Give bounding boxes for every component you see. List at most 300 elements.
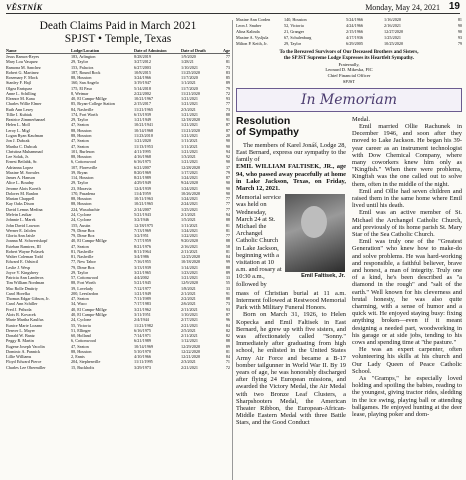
cell-admission: 8/11/1964 bbox=[134, 248, 151, 254]
cell-admission: 3/4/1986 bbox=[134, 254, 149, 260]
cell-name: Ruth Ann Lesey bbox=[6, 106, 34, 112]
cell-admission: 6/27/2003 bbox=[134, 64, 151, 70]
cell-death: 1/16/2020 bbox=[384, 17, 401, 22]
cell-age: 84 bbox=[225, 254, 230, 260]
cell-name: Leroy L. Migl bbox=[6, 127, 30, 133]
cell-name: Alois R. Kovacek bbox=[6, 312, 36, 318]
cell-name: Carol Ann Schiller bbox=[6, 301, 38, 307]
cell-name: Johnnie L. Marek bbox=[6, 217, 36, 223]
cell-lodge: 155, Austin bbox=[71, 222, 91, 228]
cell-admission: 8/21/1976 bbox=[134, 243, 151, 249]
cell-age: 90 bbox=[225, 185, 230, 191]
cell-admission: 11/11/1995 bbox=[134, 359, 153, 365]
cell-age: 73 bbox=[225, 301, 230, 307]
cell-death: 1/11/2021 bbox=[181, 143, 198, 149]
cell-death: 9/24/2020 bbox=[181, 180, 198, 186]
cell-death: 1/3/2021 bbox=[181, 154, 196, 160]
cell-death: 11/25/2020 bbox=[181, 69, 200, 75]
cell-admission: 4/4/2002 bbox=[134, 275, 149, 281]
portrait-photo bbox=[285, 194, 345, 272]
cell-admission: 3/29/1973 bbox=[134, 364, 151, 370]
cell-age: 88 bbox=[225, 238, 230, 244]
cell-name: Fred J. Prihoda bbox=[6, 306, 32, 312]
cell-admission: 3/19/1947 bbox=[134, 80, 151, 86]
cell-age: 99 bbox=[225, 259, 230, 265]
cell-lodge: 29, Taylor bbox=[71, 269, 89, 275]
cell-name: Anne L. Schilling bbox=[6, 90, 36, 96]
cell-lodge: 47, Seaton bbox=[71, 122, 89, 128]
cell-lodge: 52, Victoria bbox=[284, 22, 304, 28]
cell-age: 81 bbox=[225, 59, 230, 65]
cell-admission: 10/8/2015 bbox=[134, 69, 151, 75]
cell-admission: 6/21/2007 bbox=[134, 164, 151, 170]
cell-lodge: 47, Seaton bbox=[71, 343, 89, 349]
cell-admission: 3/21/1962 bbox=[134, 306, 151, 312]
cell-lodge: 24, Cyclone bbox=[71, 317, 92, 323]
cell-name: Gloria Ann Jaisle bbox=[6, 233, 36, 239]
cell-age: 81 bbox=[457, 17, 462, 22]
cell-death: 11/7/2020 bbox=[181, 75, 198, 81]
claims-table-body bbox=[6, 54, 230, 370]
cell-death: 1/11/2021 bbox=[181, 138, 198, 144]
column-divider bbox=[232, 20, 233, 480]
cell-lodge: 224, Waxahachie bbox=[71, 206, 100, 212]
cell-admission: 11/23/2010 bbox=[134, 132, 153, 138]
cell-age: 55 bbox=[225, 280, 230, 286]
cell-admission: 1/21/2020 bbox=[134, 138, 151, 144]
cell-admission: 4/29/1949 bbox=[134, 180, 151, 186]
cell-admission: 10/21/1941 bbox=[134, 122, 154, 128]
cell-lodge: 88, Houston bbox=[71, 196, 92, 202]
cell-lodge: 160, San Angelo bbox=[71, 80, 99, 86]
signature-org: SPJST bbox=[342, 78, 356, 84]
cell-admission: 3/27/2012 bbox=[134, 59, 151, 65]
cell-admission: 4/16/1968 bbox=[134, 154, 151, 160]
cell-age: 58 bbox=[225, 243, 230, 249]
cell-lodge: 21, Granger bbox=[284, 28, 304, 34]
cell-death: 2/24/2021 bbox=[181, 201, 198, 207]
cell-name: Peggy R. Martin bbox=[6, 338, 34, 344]
cell-age: 77 bbox=[225, 233, 230, 239]
cell-death: 11/21/2020 bbox=[181, 127, 200, 133]
service-text: Memorial service was held on Wednesday, March 24 at St. Michael the Archangel Catholic Church in Lake Jackson, beginning with a visitation at 10 a.m. and rosary at 10:30 a.m., followed by bbox=[236, 194, 282, 288]
cell-name: Ramona M. Sanchez bbox=[6, 64, 41, 70]
cell-admission: 11/21/1982 bbox=[134, 322, 153, 328]
cell-name: Charles Willie Elmer bbox=[6, 101, 42, 107]
signature-block bbox=[236, 62, 462, 85]
cell-age: 82 bbox=[225, 333, 230, 339]
cell-age: 81 bbox=[225, 222, 230, 228]
cell-age: 94 bbox=[225, 148, 230, 154]
cell-lodge: 6, Cottonwood bbox=[71, 338, 96, 344]
cell-admission: 7/17/1983 bbox=[134, 301, 151, 307]
cell-lodge: 29, Taylor bbox=[284, 40, 302, 46]
cell-death: 1/24/2021 bbox=[181, 175, 198, 181]
cell-death: 1/17/2021 bbox=[181, 169, 198, 175]
cell-name: Edward E. Odstrcil bbox=[6, 259, 39, 265]
table-row bbox=[6, 365, 230, 370]
header-rule bbox=[6, 13, 460, 14]
cell-age: 93 bbox=[457, 34, 462, 40]
cell-age: 87 bbox=[225, 312, 230, 318]
cell-admission: 3/21/1965 bbox=[134, 269, 151, 275]
cell-age: 89 bbox=[225, 80, 230, 86]
cell-lodge: 174, Fort Worth bbox=[71, 111, 98, 117]
cell-age: 94 bbox=[225, 211, 230, 217]
cell-name: Kay Oaks Dixon bbox=[6, 201, 35, 207]
cell-lodge: 204, Stephenville bbox=[71, 359, 101, 365]
cell-death: 2/11/2021 bbox=[181, 248, 198, 254]
cell-death: 1/10/2021 bbox=[181, 64, 198, 70]
cell-name: Maxine M. Sorrales bbox=[6, 169, 40, 175]
cell-admission: 6/13/1939 bbox=[134, 111, 151, 117]
cell-age: 93 bbox=[225, 96, 230, 102]
cell-lodge: 47, Seaton bbox=[71, 243, 89, 249]
signature-role: Chief Financial Officer bbox=[327, 73, 371, 79]
cell-name: Denver L. Mayer bbox=[6, 327, 35, 333]
cell-lodge: 81, Nashville bbox=[71, 248, 94, 254]
cell-age: 71 bbox=[225, 359, 230, 365]
obituary-columns bbox=[236, 116, 462, 427]
cell-lodge: 88, Houston bbox=[71, 75, 92, 81]
cell-death: 10/25/2020 bbox=[384, 40, 404, 46]
cell-admission: 4/10/1966 bbox=[134, 354, 151, 360]
cell-lodge: 24, Cyclone bbox=[71, 217, 92, 223]
col-age: Age bbox=[223, 48, 230, 53]
cell-name: Dominic A. Pannick bbox=[6, 348, 41, 354]
cell-lodge: 175, El Paso bbox=[71, 85, 93, 91]
notice-line-2: the SPJST Supreme Lodge Expresses its Heartfelt Sympathy. bbox=[283, 55, 415, 61]
issue-date: Monday, May 24, 2021 bbox=[365, 3, 440, 12]
continued-claims-table bbox=[236, 17, 462, 47]
cell-age: 73 bbox=[225, 64, 230, 70]
cell-name: Alina Kalinda bbox=[236, 28, 260, 34]
cell-lodge: 84, Nashville bbox=[71, 106, 94, 112]
cell-death: 1/21/2021 bbox=[181, 148, 198, 154]
cell-lodge: 153, Palacios bbox=[71, 64, 94, 70]
cell-lodge: 2, Ennis bbox=[71, 354, 85, 360]
cell-lodge: 114, Houston bbox=[71, 175, 94, 181]
cell-age: 90 bbox=[225, 159, 230, 165]
cell-name: Rosemary F. Mock bbox=[6, 75, 38, 81]
notice-line-1: To the Bereaved Survivors of Our Deceased Brothers and Sisters, bbox=[279, 49, 419, 55]
cell-name: Joanna M. Schwertskopf bbox=[6, 238, 48, 244]
colb-para-5: Emil was truly one of the "Greatest Generation" who knew how to make-do and solve problems. He was hard-working and responsible, a faithful believer, brave and honest, a man of integrity. Truly one of a kind, he's been described as "a diamond in the rough" and "salt of the earth." Well known for his cleverness and brutal honesty, he was also quite charming, with a sense of humor and a quick wit. He enjoyed staying busy: fixing anything broken—even if it meant designing a needed part, woodworking in his garage or at side jobs, tending to his cows and spending time at "the pasture." bbox=[352, 238, 462, 347]
cell-lodge: 24, Cyclone bbox=[71, 211, 92, 217]
cell-admission: 12/4/1939 bbox=[134, 185, 151, 191]
cell-lodge: 101, Burleson bbox=[71, 148, 95, 154]
cell-lodge: 47, Seaton bbox=[71, 143, 89, 149]
cell-age: 79 bbox=[457, 40, 462, 46]
cell-name: Stanley F. Hajl bbox=[6, 80, 31, 86]
cell-lodge: 39, Lovelady bbox=[71, 285, 94, 291]
cell-death: 1/25/2021 bbox=[181, 206, 198, 212]
cell-admission: 7/12/1977 bbox=[134, 285, 151, 291]
cell-name: Helen L. Moll bbox=[6, 122, 30, 128]
cell-death: 1/22/2021 bbox=[181, 233, 198, 239]
col-death: Date of Death bbox=[181, 48, 206, 53]
cell-age: 89 bbox=[225, 269, 230, 275]
table-row bbox=[236, 41, 462, 47]
cell-name: Lillie Williams bbox=[6, 354, 32, 360]
cell-admission: 11/13/1953 bbox=[134, 143, 153, 149]
cell-name: Marie Martha Kaulfus bbox=[6, 317, 44, 323]
cell-name: Thomas Edgar Gibson, Jr. bbox=[6, 296, 50, 302]
cell-age: 93 bbox=[225, 306, 230, 312]
obituary-column-a bbox=[236, 116, 346, 427]
cell-age: 73 bbox=[225, 106, 230, 112]
cell-age: 88 bbox=[225, 111, 230, 117]
article-para-1b: EMIL WILLIAM FALTISEK, JR., age 94, who passed away peacefully at home in Lake Jackson, Texas, on Friday, March 12, 2021. bbox=[236, 163, 346, 192]
cell-age: 79 bbox=[225, 85, 230, 91]
cell-death: 1/21/2021 bbox=[181, 132, 198, 138]
publication-name: VĚSTNÍK bbox=[6, 3, 43, 12]
cell-lodge: 6, Cottonwood bbox=[71, 159, 96, 165]
signature-name: Leonard D. Mikeska, FIC bbox=[325, 67, 373, 73]
cell-death: 12/25/2020 bbox=[181, 254, 201, 260]
cell-name: Beatrice Zimmerhanzel bbox=[6, 117, 46, 123]
cell-admission: 4/24/1966 bbox=[346, 22, 363, 28]
colb-para-4: Emil was an active member of St. Michael the Archangel Catholic Church, and previously of its home parish St. Mary Star of the Sea Catholic Church. bbox=[352, 209, 462, 238]
colb-para-6: He was an expert carpenter, often volunteering his skills at his church and Our Lady Queen of Peace Catholic School. bbox=[352, 346, 462, 375]
cell-age: 77 bbox=[225, 196, 230, 202]
cell-lodge: 29, Taylor bbox=[71, 117, 89, 123]
cell-age: 87 bbox=[225, 127, 230, 133]
cell-name: Mac Rolle Dmitriy bbox=[6, 285, 38, 291]
cell-death: 1/21/2021 bbox=[181, 275, 198, 281]
cell-age: 72 bbox=[225, 90, 230, 96]
cell-death: 1/21/2021 bbox=[181, 159, 198, 165]
cell-lodge: 8, Weimar bbox=[71, 90, 89, 96]
cell-age: 77 bbox=[225, 206, 230, 212]
cell-name: Jesus Ramos-Reyes bbox=[6, 54, 40, 59]
cell-name: Donald W. Bantz bbox=[6, 333, 35, 339]
cell-name: Melvin Lesikar bbox=[6, 211, 32, 217]
cell-death: 10/18/2020 bbox=[181, 259, 201, 265]
cell-admission: 11/21/1965 bbox=[134, 106, 153, 112]
cell-lodge: 40, El Campo-Millge bbox=[71, 312, 107, 318]
cell-admission: 3/2/1951 bbox=[134, 233, 149, 239]
cell-death: 2/11/2021 bbox=[181, 306, 198, 312]
cell-age: 82 bbox=[225, 327, 230, 333]
cell-lodge: 51, Ellinger bbox=[71, 327, 91, 333]
cell-age: 90 bbox=[225, 180, 230, 186]
cell-death: 1/5/2021 bbox=[181, 217, 196, 223]
cell-admission: 10/11/1963 bbox=[134, 196, 153, 202]
cell-lodge: 88, Fort Worth bbox=[71, 280, 96, 286]
cell-lodge: 200, Leesfardon bbox=[71, 290, 99, 296]
cell-death: 10/26/2020 bbox=[181, 190, 201, 196]
cell-lodge: 88, Houston bbox=[71, 348, 92, 354]
article-para-2: mass of Christian burial at 11 a.m. Interment followed at Restwood Memorial Park with Military Funeral Honors. bbox=[236, 289, 346, 312]
cell-name: Maxine Ann Corden bbox=[236, 17, 271, 22]
cell-admission: 5/21/1945 bbox=[134, 280, 151, 286]
cell-age: 33 bbox=[225, 285, 230, 291]
cell-age: 81 bbox=[225, 348, 230, 354]
cell-age: 77 bbox=[225, 101, 230, 107]
cell-death: 2/1/2021 bbox=[181, 211, 196, 217]
cell-death: 1/8/2021 bbox=[181, 285, 196, 291]
cell-admission: 7/16/1955 bbox=[134, 259, 151, 265]
cell-lodge: 15, Buckholts bbox=[71, 364, 95, 370]
cell-admission: 7/17/1959 bbox=[134, 238, 151, 244]
cell-death: 2/21/2021 bbox=[181, 322, 198, 328]
cell-death: 1/21/2021 bbox=[181, 111, 198, 117]
cell-age: 88 bbox=[225, 264, 230, 270]
cell-death: 12/28/2020 bbox=[181, 164, 201, 170]
cell-admission: 1/21/1949 bbox=[134, 290, 151, 296]
sympathy-notice bbox=[236, 50, 462, 62]
cell-age: 89 bbox=[225, 343, 230, 349]
cell-lodge: 55, Victoria bbox=[71, 322, 91, 328]
cell-name: Eugene Joseph Vacolin bbox=[6, 343, 45, 349]
cell-death: 2/1/2021 bbox=[181, 290, 196, 296]
cell-lodge: 88, Houston bbox=[71, 201, 92, 207]
cell-admission: 2/15/2017 bbox=[134, 101, 151, 107]
cell-admission: 6/29/2005 bbox=[346, 40, 363, 46]
cell-lodge: 170, Pasadena bbox=[71, 190, 95, 196]
cell-admission: 4/17/1936 bbox=[346, 34, 363, 40]
cell-age: 88 bbox=[225, 338, 230, 344]
cell-death: 1/24/2021 bbox=[181, 185, 198, 191]
in-memoriam-title: In Memoriam bbox=[300, 91, 398, 108]
cell-age: 91 bbox=[225, 290, 230, 296]
cell-name: James A. Hanson bbox=[6, 175, 35, 181]
cell-name: Christina Muhammad bbox=[6, 148, 43, 154]
article-para-3: Born on March 31, 1926, to Helen Kopecka and Emil Faltisek in East Bernard, he grew up with five sisters, and was affectionately called "Sonny." Immediately after graduating from high school, he enlisted in the United States Army Air Force and became a B-17 bomber tailgunner in World War II. By 19 years of age, he was honorably discharged after flying 24 European missions, and awarded the Victory Medal, the Air Medal with two Bronze Leaf Clusters, a Sharpshooters Medal, the American Theater Ribbon, the European-African-Middle Eastern Medal with three Battle Stars, and the Good Conduct bbox=[236, 311, 346, 427]
cell-lodge: 77, New Tabor bbox=[71, 259, 96, 265]
cell-admission: 3/24/1966 bbox=[134, 75, 151, 81]
cell-death: 1/11/2021 bbox=[181, 222, 198, 228]
death-claims-section bbox=[6, 20, 230, 478]
claims-subtitle: SPJST • Temple, Texas bbox=[64, 33, 172, 45]
cell-death: 1/28/21 bbox=[181, 59, 194, 65]
cell-name: Jerome Alois Koerth bbox=[6, 185, 41, 191]
cell-age: 81 bbox=[225, 248, 230, 254]
article-title-2: of Sympathy bbox=[236, 125, 300, 138]
cell-lodge: 79, Dime Box bbox=[71, 227, 95, 233]
cell-death: 11/21/2020 bbox=[181, 90, 200, 96]
col-name: Name bbox=[6, 48, 17, 53]
cell-lodge: 40, El Campo-Millge bbox=[71, 238, 107, 244]
cell-name: Robert G. Martinez bbox=[6, 69, 39, 75]
cell-lodge: 40, El Campo-Millge bbox=[71, 306, 107, 312]
cell-death: 1/23/2021 bbox=[181, 269, 198, 275]
cell-lodge: 60, Holland bbox=[71, 333, 91, 339]
cell-name: Walter Coleman Todd bbox=[6, 254, 43, 260]
cell-age: 88 bbox=[225, 296, 230, 302]
cell-death: 2/3/2021 bbox=[181, 359, 196, 365]
cell-admission: 7/13/1969 bbox=[134, 227, 151, 233]
cell-lodge: 40, El Campo-Millge bbox=[71, 96, 107, 102]
cell-lodge: 88, Houston bbox=[71, 127, 92, 133]
cell-age: 87 bbox=[225, 175, 230, 181]
cell-age: 83 bbox=[225, 69, 230, 75]
cell-lodge: 107, Floresville bbox=[71, 164, 98, 170]
cell-admission: 8/28/2019 bbox=[134, 54, 151, 59]
cell-death: 1/21/2021 bbox=[181, 122, 198, 128]
cell-admission: 6/21/1989 bbox=[134, 338, 151, 344]
cell-name: John David Lawson bbox=[6, 222, 40, 228]
cell-death: 12/21/2020 bbox=[181, 354, 201, 360]
cell-death: 1/21/2021 bbox=[181, 101, 198, 107]
cell-name: Eunice Marie Lozano bbox=[6, 322, 43, 328]
cell-admission: 10/14/1969 bbox=[134, 343, 154, 349]
cell-name: Esteban Ramirez, III bbox=[6, 243, 41, 249]
photo-block bbox=[236, 194, 346, 288]
cell-name: Tillie I. Kubiak bbox=[6, 111, 32, 117]
right-column bbox=[236, 17, 462, 427]
cell-death: 2/16/2021 bbox=[181, 243, 198, 249]
col-admission: Date of Admission bbox=[134, 48, 167, 53]
cell-admission: 12/18/1975 bbox=[134, 222, 154, 228]
cell-name: Maxine A. Vysljula bbox=[236, 34, 269, 40]
cell-admission: 2/4/1944 bbox=[134, 317, 149, 323]
cell-lodge: 88, Houston bbox=[71, 154, 92, 160]
cell-death: 1/24/2021 bbox=[181, 227, 198, 233]
cell-lodge: 29, Taylor bbox=[71, 180, 89, 186]
cell-admission: 2/22/2002 bbox=[134, 90, 151, 96]
cell-death: 1/21/2021 bbox=[181, 96, 198, 102]
cell-death: 1/1/2021 bbox=[181, 80, 196, 86]
cell-lodge: 47, Seaton bbox=[71, 296, 89, 302]
cell-lodge: 39, Bryan bbox=[71, 169, 88, 175]
cell-age: 96 bbox=[225, 317, 230, 323]
cell-lodge: 81, Nashville bbox=[71, 254, 94, 260]
cell-age: 37 bbox=[225, 164, 230, 170]
in-memoriam-banner bbox=[236, 88, 462, 112]
cell-admission: 5/21/1943 bbox=[134, 211, 151, 217]
col-lodge: Lodge/Location bbox=[71, 48, 100, 53]
colb-para-2: Emil married Ollie Rachunek in December 1946, and soon after they moved to Lake Jackson. He began his 39-year career as an instrument technologist with Dow Chemical Company, where many coworkers knew him only as "Kingfish." When there were problems, Kingfish was the one called out to solve them, often in the middle of the night. bbox=[352, 122, 462, 188]
page-number: 19 bbox=[448, 1, 460, 12]
cell-age: 81 bbox=[225, 227, 230, 233]
article-para-1: The members of Karel Jonáš, Lodge 28, East Bernard, express our sympathy to the family of bbox=[236, 141, 346, 164]
cell-death: 2/3/2021 bbox=[181, 106, 196, 112]
article-title-1: Resolution bbox=[236, 114, 291, 127]
colb-para-7: As "Gramps," he especially loved holding and spoiling the babies, reading to the youngest, giving tractor rides, sledding in the ice swing, playing ball or attending ballgames. He enjoyed hunting at the deer lease, playing poker and dom- bbox=[352, 375, 462, 419]
cell-name: Joyce V. Kingsbery bbox=[6, 269, 39, 275]
cell-admission: 5/14/2018 bbox=[134, 85, 151, 91]
cell-lodge: 79, Dime Box bbox=[71, 233, 95, 239]
cell-admission: 11/4/1959 bbox=[134, 190, 151, 196]
cell-lodge: 88, Houston bbox=[71, 132, 92, 138]
cell-name: Tim William Nordman bbox=[6, 280, 45, 286]
photo-figure bbox=[285, 194, 345, 288]
cell-name: David Lemus Medina bbox=[6, 206, 43, 212]
cell-age: 79 bbox=[225, 169, 230, 175]
cell-death: 12/27/2020 bbox=[384, 28, 404, 34]
cell-admission: 7/11/1989 bbox=[134, 296, 151, 302]
cell-name: Ernest Beilabk, Sr. bbox=[6, 159, 38, 165]
colb-para-3: Emil and Ollie had seven children and raised them in the same home where Emil lived until his death. bbox=[352, 187, 462, 210]
cell-age: 77 bbox=[225, 201, 230, 207]
cell-death: 9/20/2020 bbox=[181, 238, 198, 244]
cell-name: Werner E. Jalolen bbox=[6, 227, 36, 233]
cell-age: 90 bbox=[457, 22, 462, 28]
cell-lodge: 187, Round Rock bbox=[71, 69, 101, 75]
cell-age: 84 bbox=[225, 322, 230, 328]
cell-name: Charles Lee Obermiller bbox=[6, 364, 46, 370]
cell-name: Carol Horelka bbox=[6, 290, 30, 296]
cell-death: 2/2/2021 bbox=[181, 296, 196, 302]
cell-name: Jon J. Dubcak bbox=[6, 138, 30, 144]
cell-admission: 8/21/1989 bbox=[134, 175, 151, 181]
cell-admission: 4/11/1995 bbox=[134, 148, 151, 154]
cell-death: 2/16/2021 bbox=[384, 22, 401, 28]
claims-title: Death Claims Paid in March 2021 bbox=[39, 20, 197, 32]
cell-death: 2/6/2021 bbox=[181, 301, 196, 307]
